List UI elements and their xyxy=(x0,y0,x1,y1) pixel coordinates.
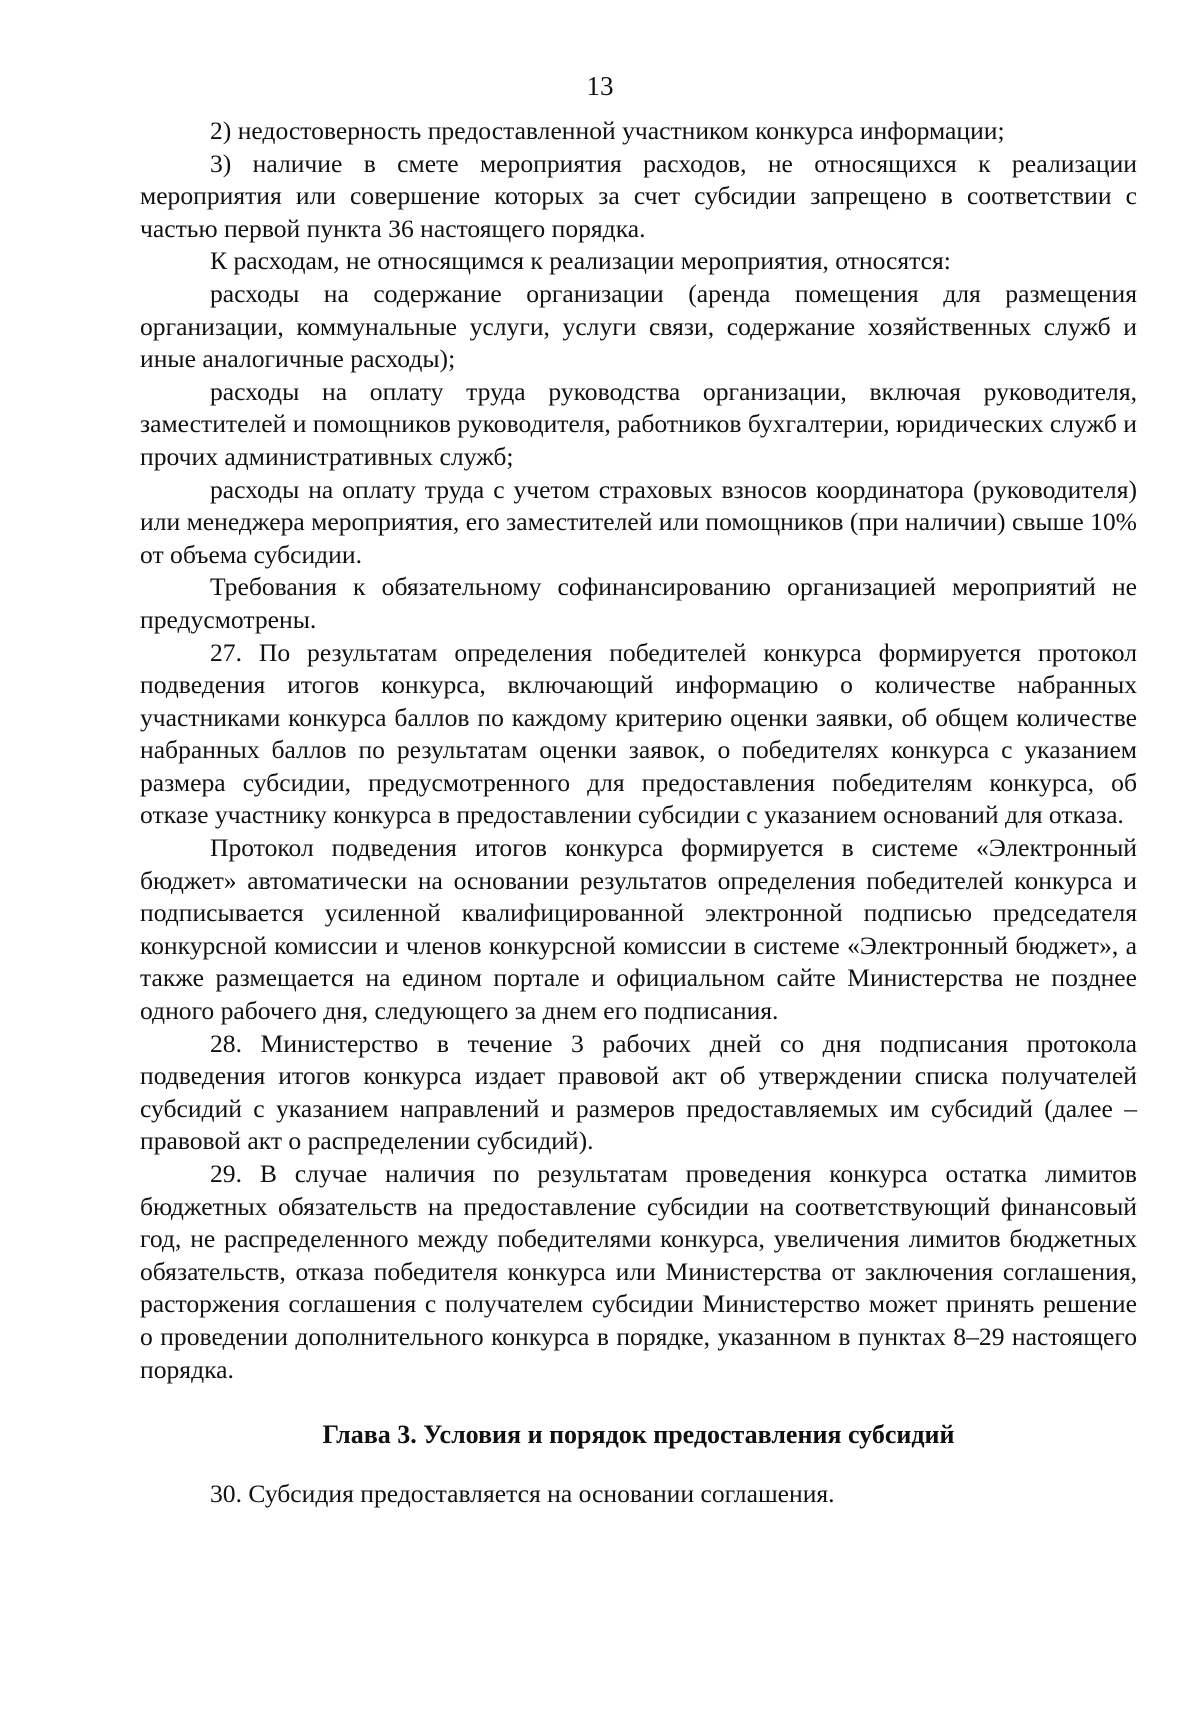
chapter-heading: Глава 3. Условия и порядок предоставления субсидий xyxy=(322,1420,955,1450)
paragraph-item-30: 30. Субсидия предоставляется на основании соглашения. xyxy=(210,1479,835,1509)
paragraph-item-29: 29. В случае наличия по результатам проведения конкурса остатка лимитов бюджетных обязательств на предоставление субсидии на соответствующий финансовый год, не распределенного между победителями конкурса, увеличения лимитов бюджетных обязательств, отказа победителя конкурса или Министерства от заключения соглашения, расторжения соглашения с получателем субсидии Министерство может принять решение о проведении дополнительного конкурса в порядке, указанном в пунктах 8–29 настоящего порядка. xyxy=(140,1159,1137,1384)
paragraph-item-27: 27. По результатам определения победителей конкурса формируется протокол подведения итогов конкурса, включающий информацию о количестве набранных участниками конкурса баллов по каждому критерию оценки заявки, об общем количестве набранных баллов по результатам оценки заявок, о победителях конкурса с указанием размера субсидии, предусмотренного для предоставления победителям конкурса, об отказе участнику конкурса в предоставлении субсидии с указанием оснований для отказа. xyxy=(140,637,1137,830)
paragraph: Протокол подведения итогов конкурса формируется в системе «Электронный бюджет» автоматически на основании результатов определения победителей конкурса и подписывается усиленной квалифицированной электронной подписью председателя конкурсной комиссии и членов конкурсной комиссии в системе «Электронный бюджет», а также размещается на едином портале и официальном сайте Министерства не позднее одного рабочего дня, следующего за днем его подписания. xyxy=(140,833,1137,1026)
paragraph: Требования к обязательному софинансированию организацией мероприятий не предусмотрены. xyxy=(140,572,1137,634)
page-number: 13 xyxy=(586,71,614,101)
document-body xyxy=(140,115,1137,1511)
paragraph: К расходам, не относящимся к реализации мероприятия, относятся: xyxy=(210,246,951,276)
paragraph: расходы на оплату труда с учетом страховых взносов координатора (руководителя) или менеджера мероприятия, его заместителей или помощников (при наличии) свыше 10% от объема субсидии. xyxy=(140,474,1137,569)
paragraph-item-28: 28. Министерство в течение 3 рабочих дней со дня подписания протокола подведения итогов конкурса издает правовой акт об утверждении списка получателей субсидий с указанием направлений и размеров предоставляемых им субсидий (далее – правовой акт о распределении субсидий). xyxy=(140,1028,1137,1156)
paragraph: расходы на содержание организации (аренда помещения для размещения организации, коммунальные услуги, услуги связи, содержание хозяйственных служб и иные аналогичные расходы); xyxy=(140,278,1137,374)
paragraph: 3) наличие в смете мероприятия расходов, не относящихся к реализации мероприятия или совершение которых за счет субсидии запрещено в соответствии с частью первой пункта 36 настоящего порядка. xyxy=(140,148,1137,243)
paragraph: 2) недостоверность предоставленной участником конкурса информации; xyxy=(210,116,1005,145)
paragraph: расходы на оплату труда руководства организации, включая руководителя, заместителей и помощников руководителя, работников бухгалтерии, юридических служб и прочих административных служб; xyxy=(140,376,1137,471)
